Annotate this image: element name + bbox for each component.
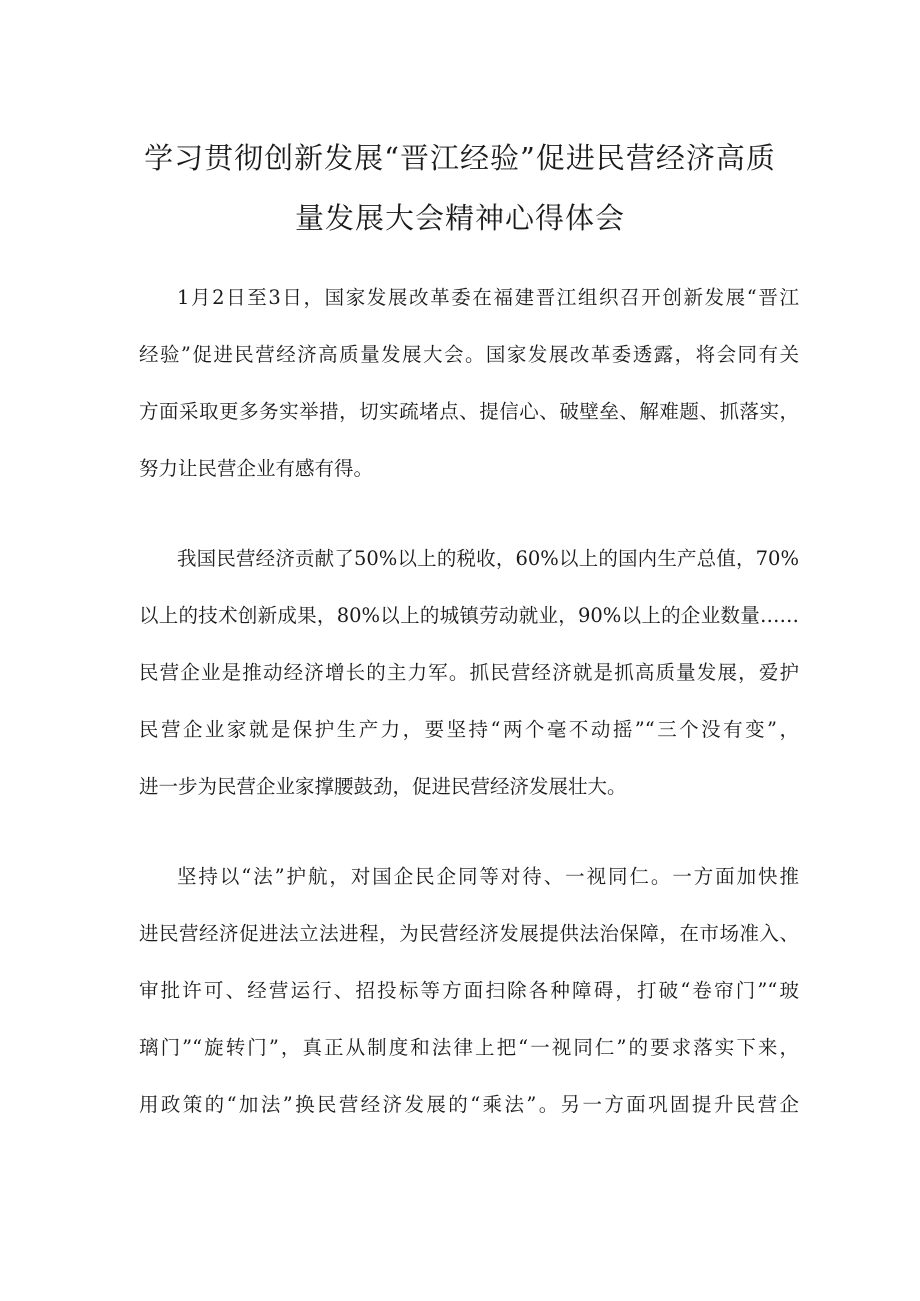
paragraph-1-line-3: 方面采取更多务实举措，切实疏堵点、提信心、破壁垒、解难题、抓落实，	[139, 400, 799, 423]
paragraph-1-line-2: 经验”促进民营经济高质量发展大会。国家发展改革委透露，将会同有关	[139, 343, 799, 366]
document-title-line-2: 量发展大会精神心得体会	[294, 201, 625, 235]
paragraph-2-line-1: 我国民营经济贡献了50%以上的税收，60%以上的国内生产总值，70%	[177, 547, 799, 570]
paragraph-3-line-2: 进民营经济促进法立法进程，为民营经济发展提供法治保障，在市场准入、	[139, 922, 799, 945]
paragraph-3-line-3: 审批许可、经营运行、招投标等方面扫除各种障碍，打破“卷帘门”“玻	[139, 979, 799, 1002]
paragraph-2-line-4: 民营企业家就是保护生产力，要坚持“两个毫不动摇”“三个没有变”，	[139, 718, 799, 741]
paragraph-3-line-1: 坚持以“法”护航，对国企民企同等对待、一视同仁。一方面加快推	[177, 865, 799, 888]
paragraph-1-line-1: 1月2日至3日，国家发展改革委在福建晋江组织召开创新发展“晋江	[177, 286, 799, 309]
paragraph-3-line-4: 璃门”“旋转门”，真正从制度和法律上把“一视同仁”的要求落实下来，	[139, 1036, 799, 1059]
paragraph-2-line-5: 进一步为民营企业家撑腰鼓劲，促进民营经济发展壮大。	[139, 775, 627, 798]
paragraph-2-line-2: 以上的技术创新成果，80%以上的城镇劳动就业，90%以上的企业数量……	[139, 604, 799, 627]
document-title-line-1: 学习贯彻创新发展“晋江经验”促进民营经济高质	[144, 141, 776, 175]
paragraph-3-line-5: 用政策的“加法”换民营经济发展的“乘法”。另一方面巩固提升民营企	[139, 1093, 799, 1116]
paragraph-1-line-4: 努力让民营企业有感有得。	[139, 457, 374, 480]
paragraph-2-line-3: 民营企业是推动经济增长的主力军。抓民营经济就是抓高质量发展，爱护	[139, 661, 799, 684]
